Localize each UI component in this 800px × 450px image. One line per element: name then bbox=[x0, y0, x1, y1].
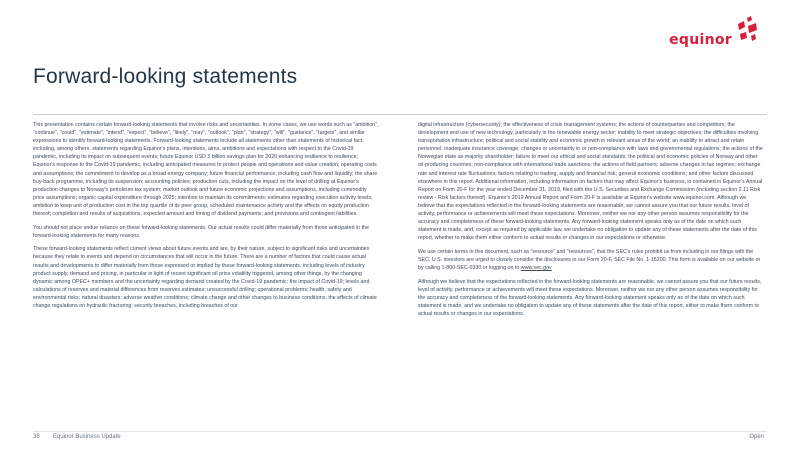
paragraph: This presentation contains certain forward-looking statements that involve risks and uncertainties. In some cases, we use words such as "ambition", "continue", "could", "estimate", "intend", "expect", "believe", "likely", "may", "outlook", "plan", "strategy", "will", "guidance", "targets", and similar expressions to identify forward-looking statements. Forward-looking statements include all statements other than statements of historical fact, including, among others, statements regarding Equinor's plans, intentions, aims, ambitions and expectations with respect to the Covid-19 pandemic, including its impact on subsequent events; future Equinor USD 3 billion savings plan for 2020 enhancing resilience to resilience; Equinor's response to the Covid-19 pandemic, including anticipated measures to protect people and operations and value creation; operating costs and assumptions; the commitment to develop as a broad energy company; future financial performance, including cash flow and liquidity; the share buy-back programme, including its suspension; accounting policies; production cuts, including the impact on the level of drilling at Equinor's production changes to Norway's petroleum tax system; market outlook and future economic projections and assumptions, including commodity price assumptions; organic capital expenditure through 2025; intention to maintain its commitments; estimates regarding execution activity levels; ambition to keep unit of production cost in the top quartile of its peer group; scheduled maintenance activity and the effects on equity production thereof; completion and results of acquisitions, expected amount and timing of dividend payments; and provisions and contingent liabilities. bbox=[33, 122, 379, 218]
paragraph-with-link bbox=[418, 248, 764, 272]
equinor-logo bbox=[669, 8, 776, 48]
footer-divider bbox=[33, 431, 767, 432]
paragraph: You should not place undue reliance on these forward-looking statements. Our actual results could differ materially from those anticipated in the forward-looking statements for many reasons. bbox=[33, 224, 369, 239]
page-title: Forward-looking statements bbox=[33, 65, 298, 88]
paragraph: These forward-looking statements reflect current views about future events and are, by their nature, subject to significant risks and uncertainties because they relate to events and depend on circumstances that will occur in the future. There are a number of factors that could cause actual results and developments to differ materially from those expressed or implied by these forward-looking statements, including levels of industry product supply, demand and pricing, in particular in light of recent significant oil price volatility triggered, among other things, by the changing dynamic among OPEC+ members and the uncertainty regarding demand created by the Covid-19 pandemic; the impact of Covid-19; levels and calculations of reserves and material differences from reserves estimates; unsuccessful drilling; operational problems; health, safety and environmental risks; natural disasters; adverse weather conditions; climate change and other changes to business conditions; the effects of climate change regulations on hydraulic fracturing; security breaches, including breaches of our bbox=[33, 246, 377, 309]
document-name: Equinor Business Update bbox=[53, 434, 121, 440]
page-number: 38 bbox=[33, 434, 40, 440]
logo-wordmark: equinor bbox=[669, 32, 732, 48]
sec-website-link[interactable]: www.sec.gov bbox=[520, 265, 552, 272]
equinor-star-icon bbox=[730, 16, 760, 56]
classification-label: Open bbox=[749, 434, 764, 440]
paragraph: Although we believe that the expectations reflected in the forward-looking statements are reasonable, we cannot assure you that our future results, level of activity, performance or achievements will meet these expectations. Moreover, neither we nor any other person assumes responsibility for the accuracy and completeness of the forward-looking statements. Any forward-looking statement speaks only as of the date on which such statement is made, and we undertake no obligation to update any of these statements after the date of this report, either to make them conform to actual results or changes in our expectations. bbox=[418, 278, 762, 318]
paragraph-text: We use certain terms in this document, such as "resource" and "resources", that the SEC's rules prohibit us from including in our filings with the SEC. U.S. investors are urged to closely consider the disclosures in our Form 20-F, SEC File No. 1-15200. This form is available on our website or by calling 1-800-SEC-0330 or logging on to bbox=[418, 248, 761, 272]
title-divider bbox=[33, 114, 767, 115]
paragraph: digital infrastructure (cybersecurity); the effectiveness of crisis management systems; the actions of counterparties and competitors; the development and use of new technology, particularly in the renewable energy sector; inability to meet strategic objectives; the difficulties involving transportation infrastructure; political and social stability and economic growth in relevant areas of the world; an inability to attract and retain personnel; inadequate insurance coverage; changes or uncertainty in or non-compliance with laws and governmental regulations; the actions of the Norwegian state as majority shareholder; failure to meet our ethical and social standards; the political and economic policies of Norway and other oil-producing countries; non-compliance with international trade sanctions; the actions of field partners; adverse changes in tax regimes; exchange rate and interest rate fluctuations; factors relating to trading, supply and financial risk; general economic conditions; and other factors discussed elsewhere in this report. Additional information, including information on factors that may affect Equinor's business, is contained in Equinor's Annual Report on Form 20-F for the year ended December 31, 2019, filed with the U.S. Securities and Exchange Commission (including section 2.11 Risk review - Risk factors thereof). Equinor's 2019 Annual Report and Form 20-F is available at Equinor's website www.equinor.com. Although we believe that the expectations reflected in the forward-looking statements are reasonable, we cannot assure you that our future results, level of activity, performance or achievements will meet these expectations. Moreover, neither we nor any other person assumes responsibility for the accuracy and completeness of these forward-looking statements. Any forward-looking statement speaks only as of the date on which such statement is made, and, except as required by applicable law, we undertake no obligation to update any of these statements after the date of this report, whether to make them either conform to actual results or changes in our expectations or otherwise. bbox=[418, 122, 763, 242]
left-text-column bbox=[33, 121, 379, 316]
right-text-column bbox=[418, 121, 764, 324]
